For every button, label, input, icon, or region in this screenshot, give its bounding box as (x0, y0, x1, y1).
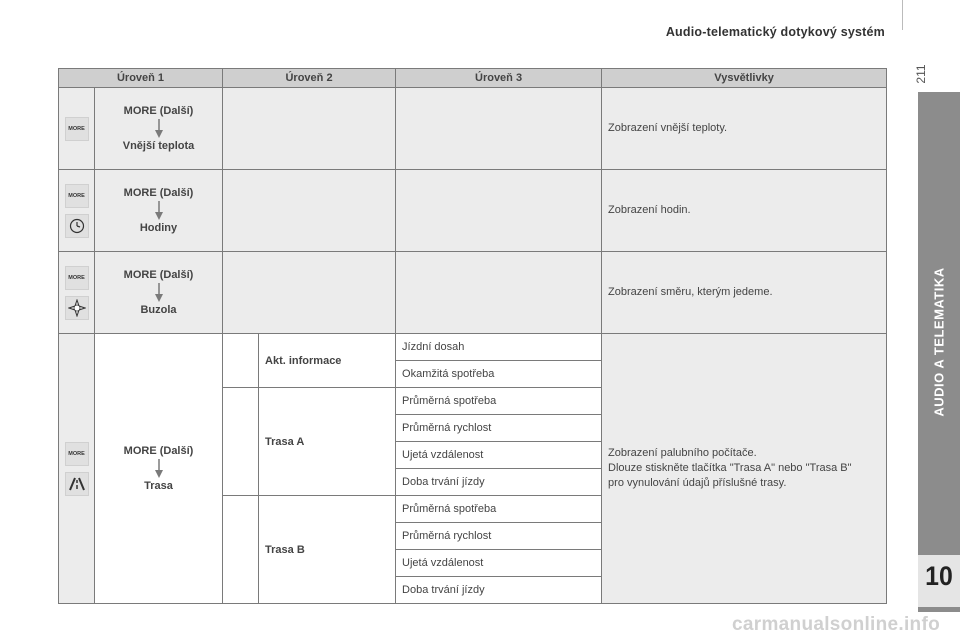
level-3-item: Ujetá vzdálenost (396, 550, 602, 577)
menu-table (58, 68, 887, 604)
column-header-level-2: Úroveň 2 (223, 69, 396, 88)
icon-cell (59, 170, 95, 252)
level-3-item: Průměrná rychlost (396, 415, 602, 442)
level-3-empty (396, 252, 602, 334)
page-number: 211 (914, 64, 928, 84)
level-3-empty (396, 88, 602, 170)
menu-path-top: MORE (Další) (123, 105, 194, 117)
clock-icon (65, 214, 89, 238)
level-3-item: Ujetá vzdálenost (396, 442, 602, 469)
compass-icon (65, 296, 89, 320)
more-button-icon: MORE (65, 184, 89, 208)
menu-path-top: MORE (Další) (123, 269, 194, 281)
explanation: Zobrazení hodin. (602, 170, 887, 252)
column-header-explanation: Vysvětlivky (602, 69, 887, 88)
explanation-line: pro vynulování údajů příslušné trasy. (608, 477, 787, 489)
menu-path (95, 334, 223, 604)
level-3-item: Průměrná spotřeba (396, 388, 602, 415)
level-2-empty (223, 88, 396, 170)
explanation: Zobrazení vnější teploty. (602, 88, 887, 170)
table-row (59, 252, 887, 334)
arrow-down-icon (154, 201, 164, 221)
menu-path (95, 252, 223, 334)
table-row (59, 88, 887, 170)
level-2-empty (223, 252, 396, 334)
icon-cell (59, 334, 95, 604)
level-2-item-current-info: Akt. informace (259, 334, 396, 388)
level-2-spacer (223, 334, 259, 388)
table-row (59, 170, 887, 252)
watermark: carmanualsonline.info (732, 614, 940, 635)
icon-cell (59, 88, 95, 170)
table-header-row (59, 69, 887, 88)
menu-path-bottom: Vnější teplota (122, 140, 195, 152)
level-2-spacer (223, 496, 259, 604)
level-3-item: Doba trvání jízdy (396, 577, 602, 604)
arrow-down-icon (154, 283, 164, 303)
explanation: Zobrazení směru, kterým jedeme. (602, 252, 887, 334)
level-2-item-trip-b: Trasa B (259, 496, 396, 604)
menu-path-bottom: Trasa (144, 480, 173, 492)
icon-cell (59, 252, 95, 334)
arrow-down-icon (154, 119, 164, 139)
chapter-number-box (918, 555, 960, 607)
explanation-line: Dlouze stiskněte tlačítka "Trasa A" nebo "Trasa B" (608, 462, 852, 474)
table-row (59, 334, 887, 361)
explanation (602, 334, 887, 604)
road-icon (65, 472, 89, 496)
margin-rule (902, 0, 903, 30)
explanation-line: Zobrazení palubního počítače. (608, 447, 757, 459)
level-3-empty (396, 170, 602, 252)
menu-path (95, 88, 223, 170)
chapter-side-tab (918, 92, 960, 612)
level-2-empty (223, 170, 396, 252)
more-button-icon: MORE (65, 266, 89, 290)
level-2-spacer (223, 388, 259, 496)
page-header-title: Audio-telematický dotykový systém (665, 25, 885, 39)
column-header-level-1: Úroveň 1 (59, 69, 223, 88)
chapter-number: 10 (925, 561, 953, 591)
level-3-item: Doba trvání jízdy (396, 469, 602, 496)
level-3-item: Průměrná spotřeba (396, 496, 602, 523)
menu-path-top: MORE (Další) (123, 187, 194, 199)
arrow-down-icon (154, 459, 164, 479)
menu-path-bottom: Hodiny (139, 222, 178, 234)
level-3-item: Okamžitá spotřeba (396, 361, 602, 388)
menu-path (95, 170, 223, 252)
level-2-item-trip-a: Trasa A (259, 388, 396, 496)
menu-path-top: MORE (Další) (123, 445, 194, 457)
menu-path-bottom: Buzola (140, 304, 177, 316)
more-button-icon: MORE (65, 117, 89, 141)
level-3-item: Průměrná rychlost (396, 523, 602, 550)
level-3-item: Jízdní dosah (396, 334, 602, 361)
column-header-level-3: Úroveň 3 (396, 69, 602, 88)
chapter-side-tab-label-wrap (930, 212, 948, 472)
more-button-icon: MORE (65, 442, 89, 466)
chapter-side-tab-label: AUDIO A TELEMATIKA (931, 267, 947, 417)
